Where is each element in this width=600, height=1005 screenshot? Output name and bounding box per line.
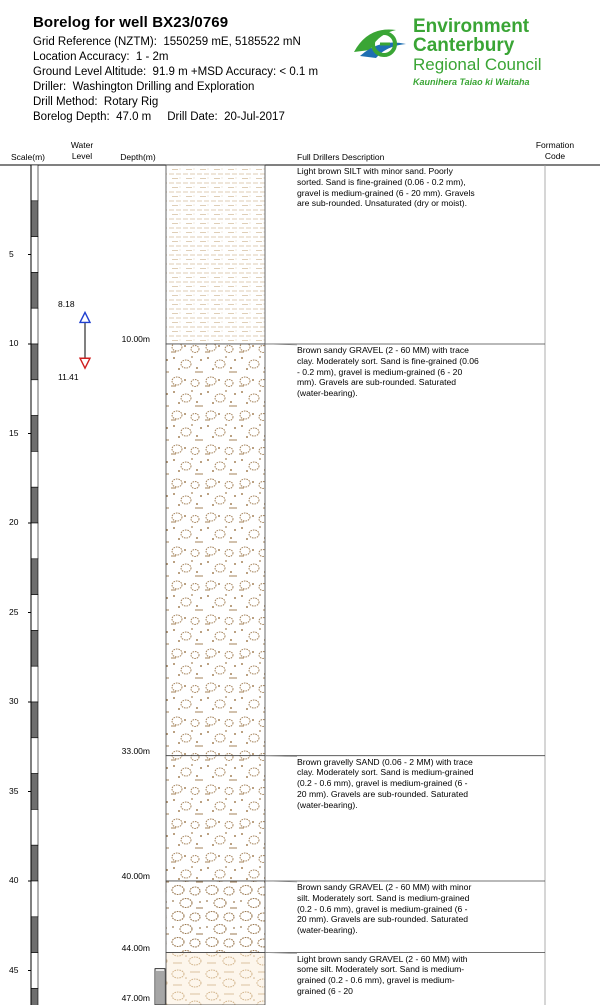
header-description: Full Drillers Description [297,152,385,162]
scale-segment [31,809,38,845]
scale-tick-label: 10 [9,338,19,348]
lithology-layer [166,165,265,344]
scale-segment [31,630,38,666]
scale-tick-label: 25 [9,606,19,617]
scale-segment [31,559,38,595]
lithology-layer [166,344,265,756]
water-level-up-arrow-icon [80,312,90,322]
ground-level: Ground Level Altitude: 91.9 m +MSD Accuracy: < 0.1 m [33,66,319,78]
depth-and-date: Borelog Depth: 47.0 m Drill Date: 20-Jul-2017 [33,111,285,123]
scale-segment [31,487,38,523]
logo-line-2: Canterbury [413,35,515,56]
drill-method: Drill Method: Rotary Rig [33,96,159,108]
scale-segment [31,380,38,416]
depth-label: 47.00m [121,993,150,1003]
scale-tick-label: 40 [9,875,19,885]
lithology-layer [166,953,265,1005]
header-formation-2: Code [544,151,566,161]
depth-label: 44.00m [121,942,150,953]
scale-tick-label: 15 [9,427,19,438]
scale-tick-label: 5 [9,248,14,259]
water-level-indicator [80,312,90,368]
scale-segment [31,702,38,738]
scale-segment [31,451,38,487]
scale-segment [31,237,38,273]
scale-segment [31,201,38,237]
scale-bar [28,165,38,1005]
scale-segment [31,988,38,1005]
scale-segment [31,344,38,380]
layer-description: Brown sandy GRAVEL (2 - 60 MM) with trace clay. Moderately sort. Sand is fine-grained (0.06 - 0.2 mm), gravel is medium-grained (6 - 20 mm). Gravels are sub-rounded. Saturated (water-bearing). [297,345,479,399]
lithology-layer [166,756,265,881]
water-level-down-arrow-icon [80,358,90,368]
scale-segment [31,881,38,917]
casing-symbol [155,969,165,1005]
depth-label: 40.00m [121,871,150,881]
lithology-column [166,165,545,1005]
header-scale: Scale(m) [10,152,45,162]
casing-outline [155,969,165,1005]
scale-segment [31,666,38,702]
scale-segment [31,595,38,631]
water-level-bottom-value: 11.41 [58,372,79,383]
logo-line-3: Regional Council [413,55,542,74]
scale-segment [31,308,38,344]
header-water-level-2: Level [71,151,93,161]
scale-segment [31,917,38,953]
scale-segment [31,416,38,452]
depth-label: 10.00m [121,334,150,344]
header-water-level-1: Water [70,140,94,150]
scale-tick-label: 20 [9,517,19,527]
layer-description: Light brown sandy GRAVEL (2 - 60 MM) with some silt. Moderately sort. Sand is medium-grained (0.2 - 0.6 mm), gravel is medium-grained (6 - 20 [297,953,468,996]
scale-tick-label: 35 [9,785,19,796]
scale-segment [31,738,38,774]
scale-segment [31,523,38,559]
header-formation-1: Formation [535,140,575,150]
layer-description: Light brown SILT with minor sand. Poorly sorted. Sand is fine-grained (0.06 - 0.2 mm), gravel is medium-grained (6 - 20 mm). Gravels are sub-rounded. Unsaturated (dry or moist). [297,166,475,209]
scale-segment [31,774,38,810]
page-title: Borelog for well BX23/0769 [33,14,229,31]
scale-segment [31,953,38,989]
layer-description: Brown sandy GRAVEL (2 - 60 MM) with minor silt. Moderately sort. Sand is medium-grained (0.2 - 0.6 mm), gravel is medium-grained (6 - 20 mm). Gravels are sub-rounded. Saturated (water-bearing). [297,882,472,936]
logo-tagline: Kaunihera Taiao ki Waitaha [413,77,530,87]
depth-label: 33.00m [121,745,150,756]
scale-tick-label: 30 [9,696,19,706]
water-level-top-value: 8.18 [58,299,75,310]
header-depth: Depth(m) [120,152,156,162]
layer-description: Brown gravelly SAND (0.06 - 2 MM) with trace clay. Moderately sort. Sand is medium-grained (0.2 - 0.6 mm), gravel is medium-grained (6 - 20 mm). Gravels are sub-rounded. Saturated (water-bearing). [297,756,474,810]
logo-line-1: Environment [413,16,530,37]
driller: Driller: Washington Drilling and Exploration [33,81,255,93]
scale-tick-label: 45 [9,964,19,975]
lithology-layer [166,881,265,953]
location-accuracy: Location Accuracy: 1 - 2m [33,51,169,63]
scale-segment [31,845,38,881]
scale-segment [31,272,38,308]
grid-reference: Grid Reference (NZTM): 1550259 mE, 5185522 mN [33,36,301,48]
scale-segment [31,165,38,201]
